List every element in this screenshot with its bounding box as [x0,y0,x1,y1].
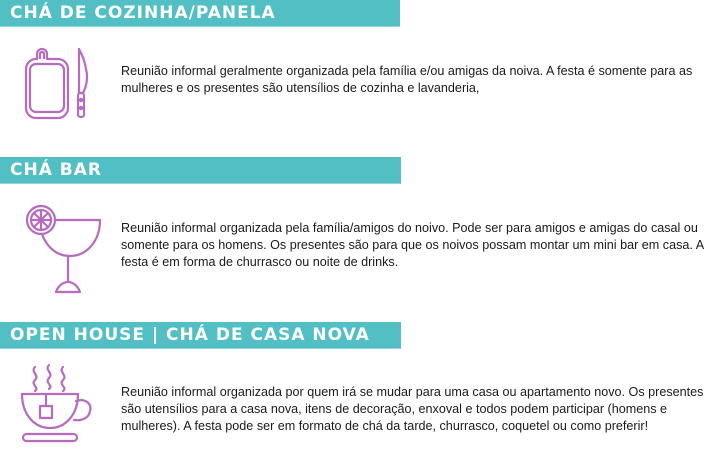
section-title-banner: CHÁ BAR [0,157,401,184]
section-description: Reunião informal geralmente organizada pela família e/ou amigas da noiva. A festa é somente para as mulheres e os presentes são utensílios de cozinha e lavanderia, [121,64,693,95]
section-title-banner: OPEN HOUSE | CHÁ DE CASA NOVA [0,322,401,349]
section-description: Reunião informal organizada por quem irá se mudar para uma casa ou apartamento novo. Os presentes são utensílios para a casa nova, itens de decoração, enxoval e todos podem participar (homens e mulheres). A festa pode ser em formato de chá da tarde, churrasco, coquetel ou como preferir! [121,385,704,433]
section-description: Reunião informal organizada pela família/amigos do noivo. Pode ser para amigos e amigas do casal ou somente para os homens. Os presentes são para que os noivos possam montar um mini bar em casa. A festa é em forma de churrasco ou noite de drinks. [121,221,704,269]
cocktail-glass-icon [12,200,102,295]
section-title-banner: CHÁ DE COZINHA/PANELA [0,0,400,27]
cutting-board-knife-icon [20,42,100,122]
tea-cup-icon [18,363,94,453]
